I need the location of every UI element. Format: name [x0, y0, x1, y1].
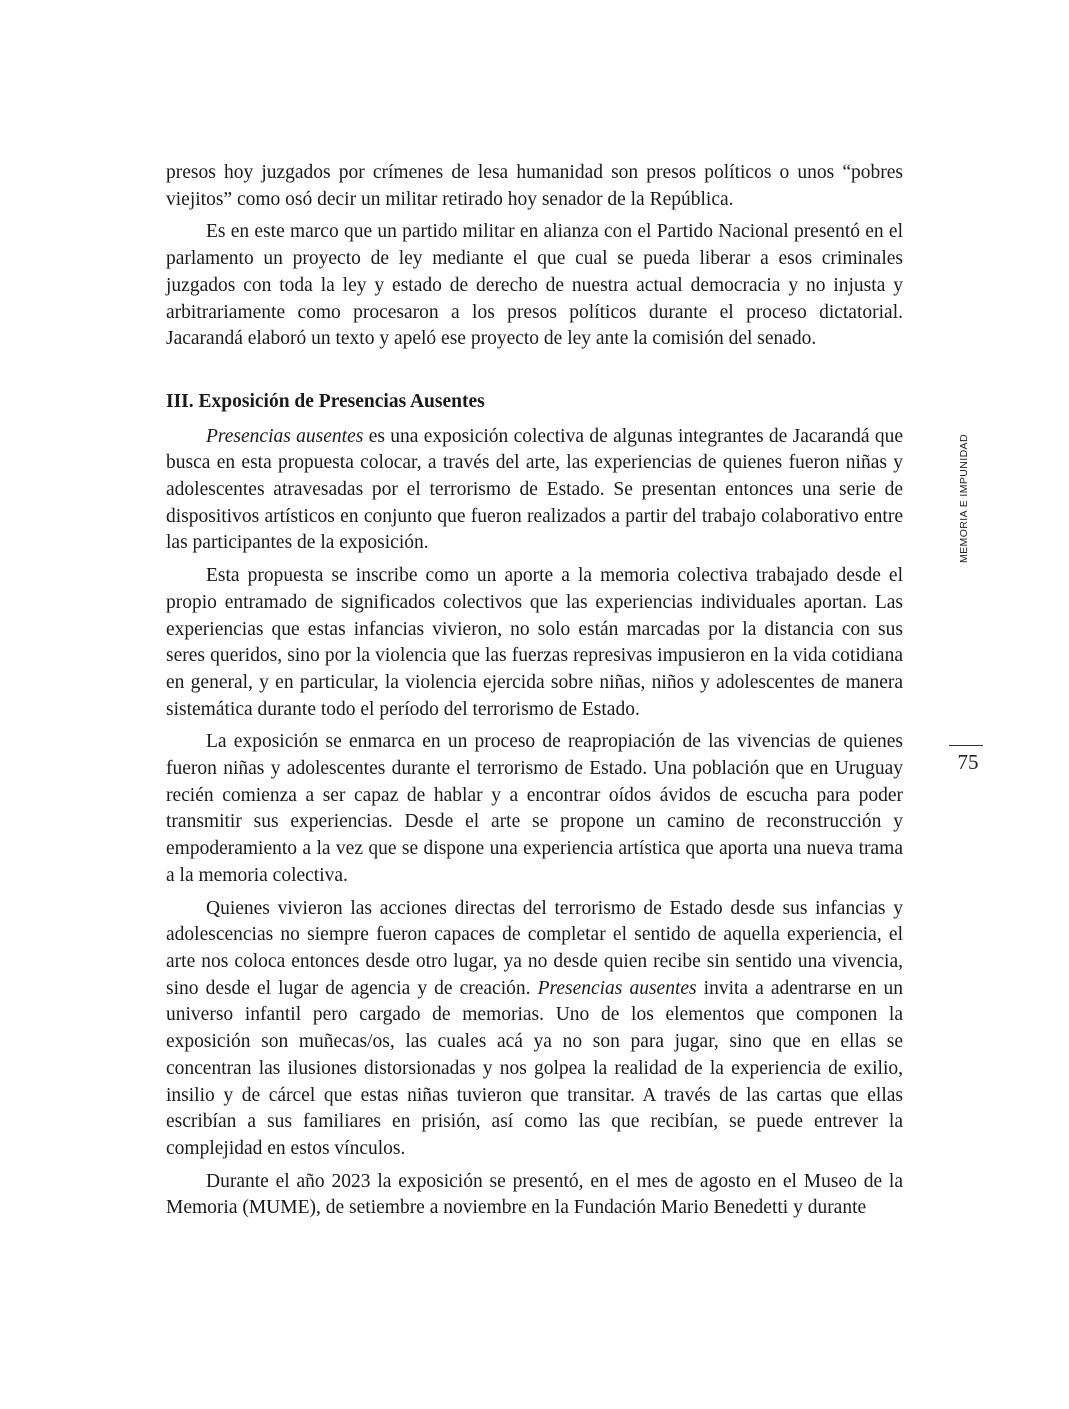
running-head [958, 420, 972, 570]
page-number-rule [949, 745, 983, 746]
italic-title: Presencias ausentes [537, 977, 697, 999]
paragraph-6 [166, 896, 903, 1163]
paragraph-7: Durante el año 2023 la exposición se presentó, en el mes de agosto en el Museo de la Memoria (MUME), de setiembre a noviembre en la Fundación Mario Benedetti y durante [166, 1170, 903, 1219]
paragraph-4: Esta propuesta se inscribe como un aporte a la memoria colectiva trabajado desde el propio entramado de significados colectivos que las experiencias individuales aportan. Las experiencias que estas infancias vivieron, no solo están marcadas por la distancia con sus seres queridos, sino por la violencia que las fuerzas represivas impusieron en la vida cotidiana en general, y en particular, la violencia ejercida sobre niñas, niños y adolescentes de manera sistemática durante todo el período del terrorismo de Estado. [166, 565, 903, 720]
paragraph-6-text-after: invita a adentrarse en un universo infantil pero cargado de memorias. Uno de los elementos que componen la exposición son muñecas/os, las cuales acá ya no son para jugar, sino que en ellas se concentran las ilusiones distorsionadas y nos golpea la realidad de la experiencia de exilio, insilio y de cárcel que estas niñas tuvieron que transitar. A través de las cartas que ellas escribían a sus familiares en prisión, así como las que recibían, se puede entrever la complejidad en estos vínculos. [166, 977, 903, 1159]
paragraph-3 [166, 424, 903, 558]
page-number: 75 [957, 750, 979, 774]
italic-title: Presencias ausentes [206, 425, 364, 447]
paragraph-2: Es en este marco que un partido militar en alianza con el Partido Nacional presentó en el parlamento un proyecto de ley mediante el que cual se pueda liberar a esos criminales juzgados con toda la ley y estado de derecho de nuestra actual democracia y no injusta y arbitrariamente como procesaron a los presos políticos durante el proceso dictatorial. Jacarandá elaboró un texto y apeló ese proyecto de ley ante la comisión del senado. [166, 221, 903, 350]
body-text [166, 160, 903, 1228]
paragraph-3-text: es una exposición colectiva de algunas integrantes de Jacarandá que busca en esta propuesta colocar, a través del arte, las experiencias de quienes fueron niñas y adolescentes atravesadas por el terrorismo de Estado. Se presentan entonces una serie de dispositivos artísticos en conjunto que fueron realizados a partir del trabajo colaborativo entre las participantes de la exposición. [166, 425, 903, 554]
section-heading: III. Exposición de Presencias Ausentes [166, 390, 485, 412]
running-head-text: MEMORIA E IMPUNIDAD [958, 434, 970, 563]
paragraph-5: La exposición se enmarca en un proceso de reapropiación de las vivencias de quienes fueron niñas y adolescentes durante el terrorismo de Estado. Una población que en Uruguay recién comienza a ser capaz de hablar y a encontrar oídos ávidos de escucha para poder transmitir sus experiencias. Desde el arte se propone un camino de reconstrucción y empoderamiento a la vez que se dispone una experiencia artística que aporta una nueva trama a la memoria colectiva. [166, 731, 903, 886]
paragraph-1: presos hoy juzgados por crímenes de lesa humanidad son presos políticos o unos “pobres viejitos” como osó decir un militar retirado hoy senador de la República. [166, 162, 903, 210]
paragraph-6-text-before: Quienes vivieron las acciones directas del terrorismo de Estado desde sus infancias y adolescencias no siempre fueron capaces de completar el sentido de aquella experiencia, el arte nos coloca entonces desde otro lugar, ya no desde quien recibe sin sentido una vivencia, sino desde el lugar de agencia y de creación. [166, 897, 903, 999]
